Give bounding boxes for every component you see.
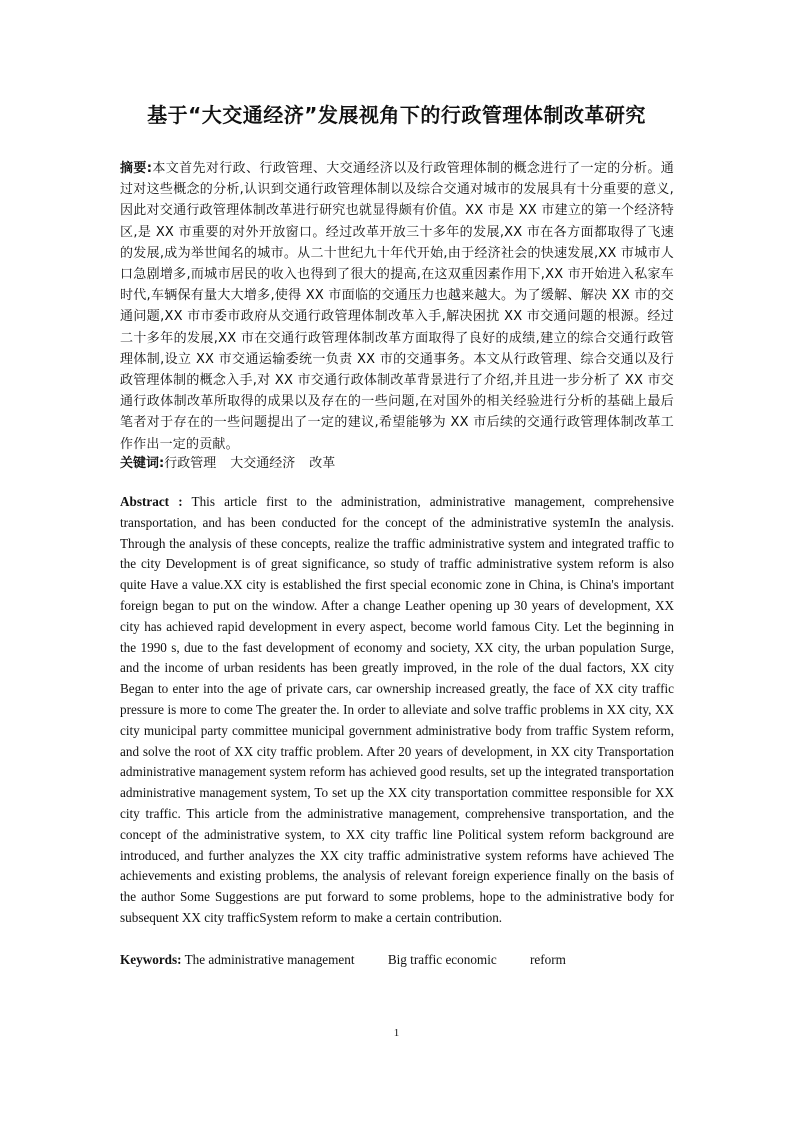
keyword-chinese-3: 改革 bbox=[309, 456, 336, 471]
abstract-english-text: This article first to the administration, administrative management, comprehensive transportation, and has been conducted for the concept of the administrative systemIn the analysis. Through the analysis of these concepts, realize the traffic administrative system and integrated traffic to the city Development is of great significance, so study of traffic administrative system reform is also quite Have a value.XX city is established the first special economic zone in China, is China's important foreign began to put on the window. After a change Leather opening up 30 years of development, XX city has achieved rapid development in every aspect, become world famous City. Let the beginning in the 1990 s, due to the fast development of economy and society, XX city, the urban population Surge, and the income of urban residents has been greatly improved, in the role of the dual factors, XX city Began to enter into the age of private cars, car ownership increased greatly, the face of XX city traffic pressure is more to come The greater the. In order to alleviate and solve traffic problems in XX city, XX city municipal party committee municipal government administrative body from traffic System reform, and solve the root of XX city traffic problem. After 20 years of development, in XX city Transportation administrative management system reform has achieved good results, set up the integrated transportation administrative management system, To set up the XX city transportation committee responsible for XX city traffic. This article from the administrative management, comprehensive transportation, and the concept of the administrative system, to XX city traffic line Political system reform background are introduced, and further analyzes the XX city traffic administrative system reforms have achieved The achievements and existing problems, the analysis of relevant foreign experience finally on the basis of the author Some Suggestions are put forward to some problems, hope to the administrative body for subsequent XX city trafficSystem reform to make a certain contribution. bbox=[120, 494, 675, 925]
abstract-chinese-label: 摘要: bbox=[120, 161, 153, 176]
keywords-chinese bbox=[120, 453, 674, 474]
document-title: 基于“大交通经济”发展视角下的行政管理体制改革研究 bbox=[147, 103, 646, 127]
abstract-english-label: Abstract : bbox=[120, 494, 183, 509]
abstract-chinese-text: 本文首先对行政、行政管理、大交通经济以及行政管理体制的概念进行了一定的分析。通过对这些概念的分析,认识到交通行政管理体制以及综合交通对城市的发展具有十分重要的意义,因此对交通行政管理体制改革进行研究也就显得颇有价值。XX 市是 XX 市建立的第一个经济特区,是 XX 市重要的对外开放窗口。经过改革开放三十多年的发展,XX 市在各方面都取得了飞速的发展,成为举世闻名的城市。从二十世纪九十年代开始,由于经济社会的快速发展,XX 市城市人口急剧增多,而城市居民的收入也得到了很大的提高,在这双重因素作用下,XX 市开始进入私家车时代,车辆保有量大大增多,使得 XX 市面临的交通压力也越来越大。为了缓解、解决 XX 市的交通问题,XX 市市委市政府从交通行政管理体制改革入手,解决困扰 XX 市交通问题的根源。经过二十多年的发展,XX 市在交通行政管理体制改革方面取得了良好的成绩,建立的综合交通行政管理体制,设立 XX 市交通运输委统一负责 XX 市的交通事务。本文从行政管理、综合交通以及行政管理体制的概念入手,对 XX 市交通行政体制改革背景进行了介绍,并且进一步分析了 XX 市交通行政体制改革所取得的成果以及存在的一些问题,在对国外的相关经验进行分析的基础上最后笔者对于存在的一些问题提出了一定的建议,希望能够为 XX 市后续的交通行政管理体制改革工作作出一定的贡献。 bbox=[120, 161, 674, 452]
keywords-chinese-label: 关键词: bbox=[120, 456, 165, 471]
keywords-english-label: Keywords: bbox=[120, 952, 182, 967]
keyword-english-3: reform bbox=[530, 952, 566, 967]
keyword-english-1: The administrative management bbox=[184, 952, 355, 967]
abstract-chinese bbox=[120, 158, 674, 455]
keyword-english-2: Big traffic economic bbox=[387, 952, 497, 967]
abstract-english bbox=[120, 492, 674, 929]
page-number: 1 bbox=[393, 1027, 400, 1039]
keyword-chinese-2: 大交通经济 bbox=[230, 456, 296, 471]
keyword-chinese-1: 行政管理 bbox=[164, 456, 217, 471]
keywords-english bbox=[120, 949, 674, 970]
